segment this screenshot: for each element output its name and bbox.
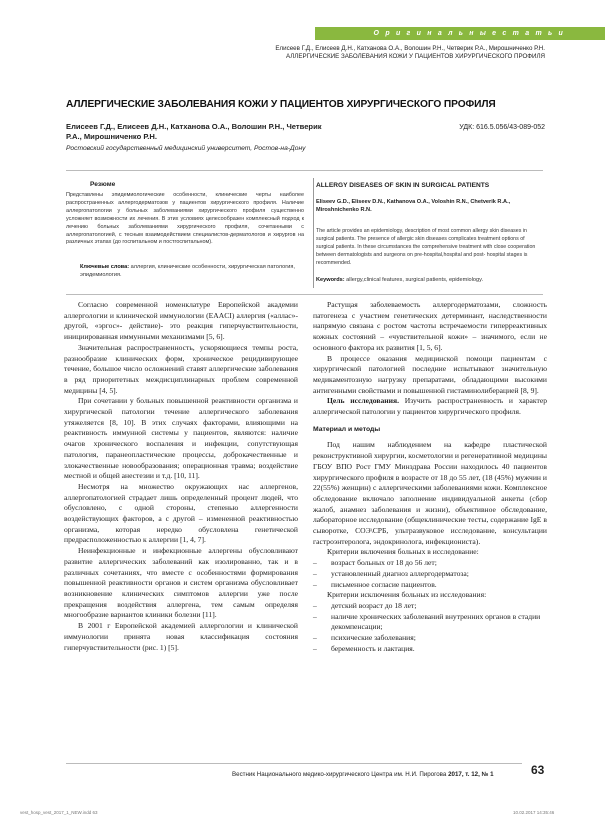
english-authors: Eliseev G.D., Eliseev D.N., Kathanova O.A., Voloshin R.N., Chetverik R.A., Miroshnichenko R.N. — [316, 199, 511, 214]
paragraph: Значительная распространенность, ускоряющиеся темпы роста, разнообразие клинических форм, хроническое рецидивирующее течение, большое число осложнений ставят аллергические заболевания в ряд приоритетных междисциплинарных проблем современной медицины [4, 5]. — [64, 342, 298, 395]
paragraph: В процессе оказания медицинской помощи пациентам с хирургической патологией последние испытывают значительную медикаментозную нагрузку препаратами, обладающими высокими антигенными свойствами и повышенной гистаминолиберацией [8, 9]. — [313, 353, 547, 395]
footer-divider — [66, 763, 522, 764]
article-title: АЛЛЕРГИЧЕСКИЕ ЗАБОЛЕВАНИЯ КОЖИ У ПАЦИЕНТОВ ХИРУРГИЧЕСКОГО ПРОФИЛЯ — [66, 99, 496, 110]
inclusion-list — [313, 558, 547, 590]
exclusion-heading: Критерии исключения больных из исследования: — [327, 590, 487, 600]
inclusion-heading: Критерии включения больных в исследование: — [327, 547, 479, 557]
list-item: – психические заболевания; — [313, 633, 547, 644]
footer-journal — [232, 771, 494, 778]
exclusion-list — [313, 601, 547, 655]
paragraph: В 2001 г Европейской академией аллергологии и клинической иммунологии принята новая классификация состояния гиперчувствительности (рис. 1) [5]. — [64, 621, 298, 652]
list-item: – письменное согласие пациентов. — [313, 580, 547, 591]
abstract-divider — [66, 294, 543, 295]
list-item: – детский возраст до 18 лет; — [313, 601, 547, 612]
body-column-left — [64, 300, 298, 653]
running-head-title: АЛЛЕРГИЧЕСКИЕ ЗАБОЛЕВАНИЯ КОЖИ У ПАЦИЕНТОВ ХИРУРГИЧЕСКОГО ПРОФИЛЯ — [285, 53, 545, 60]
paragraph: При сочетании у больных повышенной реактивности организма и хирургической патологии течение аллергического заболевания утяжеляется [8, 10]. В этих случаях факторами, влияющими на реактивность иммунной системы у пациентов, являются: наличие очагов хронического воспаления и инфекции, сопутствующая патология, паранеопластические процессы, доброкачественные и злокачественные новообразования; операционная травма; воздействие местной и общей анестезии и т.д. [10, 11]. — [64, 396, 298, 481]
english-keywords-label: Keywords: — [316, 277, 345, 283]
list-item: – возраст больных от 18 до 56 лет; — [313, 558, 547, 569]
keywords-label: Ключевые слова: — [80, 264, 130, 270]
resume-heading: Резюме — [90, 181, 116, 188]
body-column-right — [313, 300, 547, 655]
resume-keywords — [80, 263, 304, 279]
aim-paragraph — [313, 396, 547, 417]
paragraph: Растущая заболеваемость аллергодерматозами, сложность патогенеза с участием генетических детерминант, наследственности напрямую связана с ростом частоты встречаемости гиперреактивных кожных состояний – «чувствительной кожи» – значимого, если не основного фактора их развития [1, 5, 6]. — [313, 300, 547, 352]
paragraph: Согласно современной номенклатуре Европейской академии аллергологии и клинической иммунологии (EAACI) аллергия («аллас»- другой, «эргос»- действие)- это реакция гиперчувствительности, инициированная иммунными механизмами [5, 6]. — [64, 300, 298, 342]
resume-text: Представлены эпидемиологические особенности, клинические черты наиболее распространенных аллергодерматозов у пациентов хирургического профиля. Наличие аллергопатологии у больных заболеваниями хирургического профиля существенно усложняет возможности их лечения. В этих условиях целесообразен комплексный подход к лечению больных заболеваниями хирургического профиля, сочетанными с аллергопатологией, с тесным взаимодействием специалистов-дерматологов и хирургов на различных этапах (до госпитальном и постгоспитальном). — [66, 192, 304, 246]
authors-ru: Елисеев Г.Д., Елисеев Д.Н., Катханова О.А., Волошин Р.Н., Четверик Р.А., Мирошниченко Р.Н. — [66, 122, 322, 141]
english-abstract: The article provides an epidemiology, description of most common allergy skin diseases in surgical patients. The presence of allergic skin diseases complicates treatment options of surgical patients. In these circumstances the comprehensive treatment with close cooperation between dermatologists and surgeons on pre-hospital,hospital and post- hospital stages is recommended. — [316, 228, 536, 266]
section-tag-label: О р и г и н а л ь н ы е с т а т ь и — [373, 30, 565, 37]
aim-label: Цель исследования. — [327, 396, 400, 406]
udk-code: УДК: 616.5.056/43-089-052 — [459, 124, 545, 131]
running-head-authors: Елисеев Г.Д., Елисеев Д.Н., Катханова О.А., Волошин Р.Н., Четверик Р.А., Мирошниченко Р.Н. — [275, 45, 545, 52]
aim-text: Изучить распространенность и характер аллергической патологии у пациентов хирургического профиля. — [313, 396, 548, 417]
affiliation: Ростовский государственный медицинский университет, Ростов-на-Дону — [66, 145, 306, 152]
english-keywords — [316, 277, 483, 283]
print-slug-date: 10.02.2017 14:35:46 — [513, 810, 555, 815]
list-item: – наличие хронических заболеваний внутренних органов в стадии декомпенсации; — [313, 612, 547, 633]
methods-heading: Материал и методы — [313, 425, 381, 433]
paragraph: Несмотря на множество окружающих нас аллергенов, аллергопатологией страдает лишь определенный процент людей, что обусловлено, с одной стороны, степенью аллергенности воздействующих факторов, а с другой – измененной реактивностью организма, которая нередко обусловлена генетической предрасположенностью к аллергии [1, 4, 7]. — [64, 481, 298, 545]
list-item: – установленный диагноз аллергодерматоза; — [313, 569, 547, 580]
keywords-text: аллергия, клинические особенности, хирургическая патология, эпидемиология. — [80, 264, 295, 279]
header-divider — [66, 170, 543, 171]
english-keywords-text: allergy,clinical features, surgical patients, epidemiology. — [344, 277, 484, 283]
list-item: – беременность и лактация. — [313, 644, 547, 655]
paragraph: Под нашим наблюдением на кафедре пластической реконструктивной хирургии, косметологии и регенеративной медицины ГБОУ ВПО Рост ГМУ Минздрава России находилось 40 пациентов хирургического профиля в возрасте от 18 до 55 лет, (18 (45%) мужчин и 22(55%) женщин) с аллергическими заболеваниями кожи. Комплексное обследование включало заполнение индивидуальной анкеты (сбор жалоб, анамнез заболевания и жизни), объективное обследование, лабораторное исследование (общеклинические тесты, содержание IgE в сыворотке, СОЭ\СРБ, ультразвуковое исследование, консультации гастроэнтеролога, эндокринолога, инфекциониста). — [313, 440, 547, 546]
page-number: 63 — [531, 763, 545, 777]
journal-name: Вестник Национального медико-хирургического Центра им. Н.И. Пирогова — [232, 771, 447, 778]
print-slug-file: vest_hosp_vest_2017_1_NEW.indd 63 — [20, 810, 98, 815]
journal-volume: 2017, т. 12, № 1 — [446, 771, 494, 778]
english-title: ALLERGY DISEASES OF SKIN IN SURGICAL PATIENTS — [316, 182, 490, 189]
paragraph: Неинфекционные и инфекционные аллергены обусловливают развитие аллергических заболеваний как изолированно, так и в различных сочетаниях, что вместе с особенностями формирования повышенной реактивности органов и систем организма обусловливает возникновение клинических симптомов аллергии уже после прекращения воздействия аллергена, тем самым определяя многообразие вариантов клиники болезни [11]. — [64, 546, 298, 620]
section-tag-bar — [315, 27, 605, 40]
